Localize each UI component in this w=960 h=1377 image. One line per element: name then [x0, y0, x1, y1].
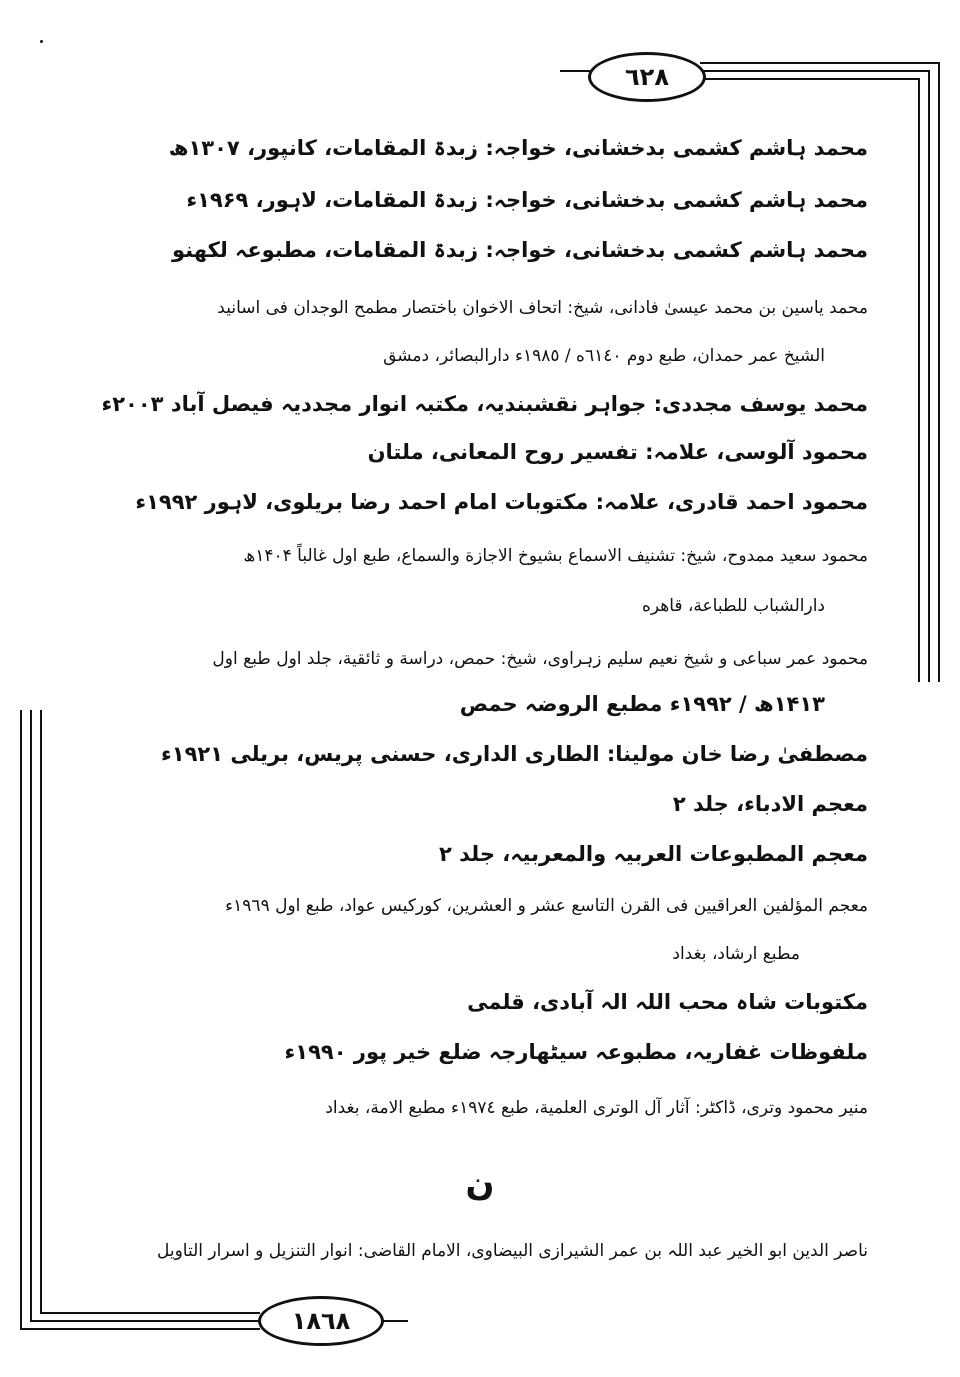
frame-right-line-2: [928, 70, 930, 682]
bibliography-entry: منیر محمود وتری، ڈاکٹر: آثار آل الوتری العلمیة، طبع ١٩٧٤ء مطبع الامة، بغداد: [325, 1098, 868, 1118]
bibliography-entry: محمد یوسف مجددی: جواہر نقشبندیہ، مکتبہ انوار مجددیہ فیصل آباد ۲۰۰۳ء: [101, 392, 868, 416]
bibliography-entry-continuation: الشیخ عمر حمدان، طبع دوم ٦١٤٠ه / ١٩٨٥ء دارالبصائر، دمشق: [383, 346, 825, 366]
bibliography-entry: معجم المطبوعات العربیہ والمعربیہ، جلد ۲: [438, 842, 868, 866]
frame-right-line-1: [938, 62, 940, 682]
frame-top-line-1: [700, 62, 940, 64]
bibliography-entry: محمود سعید ممدوح، شیخ: تشنیف الاسماع بشیوخ الاجازة والسماع، طبع اول غالباً ۱۴۰۴ھ: [243, 546, 868, 566]
frame-bottom-line-3: [40, 1312, 260, 1314]
bibliography-entry: ملفوظات غفاریہ، مطبوعہ سیٹھارجہ ضلع خیر پور ۱۹۹۰ء: [284, 1040, 868, 1064]
bibliography-entry: ناصر الدین ابو الخیر عبد اللہ بن عمر الشیرازی البیضاوی، الامام القاضی: انوار التنزیل و اسرار التاویل: [156, 1241, 868, 1261]
frame-top-line-2: [700, 70, 930, 72]
frame-bottom-line-2: [30, 1320, 260, 1322]
bibliography-entry: محمود عمر سباعی و شیخ نعیم سلیم زہراوی، شیخ: حمص، دراسة و ثائقية، جلد اول طبع اول: [212, 649, 868, 669]
bottom-page-number: ١٨٦٨: [258, 1296, 384, 1346]
bibliography-entry: مکتوبات شاہ محب اللہ الہ آبادی، قلمی: [467, 990, 868, 1014]
bibliography-entry-continuation: ۱۴۱۳ھ / ۱۹۹۲ء مطبع الروضہ حمص: [459, 692, 825, 716]
section-letter: ن: [465, 1164, 495, 1204]
bibliography-entry-continuation: مطبع ارشاد، بغداد: [672, 944, 800, 964]
bibliography-entry: محمود آلوسی، علامہ: تفسیر روح المعانی، ملتان: [367, 440, 868, 464]
frame-right-line-3: [918, 78, 920, 682]
frame-top-left-stub: [560, 70, 590, 72]
frame-bottom-line-1: [20, 1328, 260, 1330]
top-page-number: ٦٢٨: [588, 52, 706, 102]
bibliography-entry: معجم المؤلفین العراقیین فی القرن التاسع عشر و العشرین، کورکیس عواد، طبع اول ١٩٦٩ء: [225, 896, 868, 916]
bibliography-entry: معجم الادباء، جلد ۲: [672, 792, 868, 816]
bibliography-entry: محمد ہاشم کشمی بدخشانی، خواجہ: زبدۃ المقامات، کانپور، ۱۳۰۷ھ: [168, 136, 868, 160]
scan-speck: [40, 40, 43, 43]
bibliography-entry: مصطفیٰ رضا خان مولینا: الطاری الداری، حسنی پریس، بریلی ۱۹۲۱ء: [161, 742, 868, 766]
bibliography-entry: محمد ہاشم کشمی بدخشانی، خواجہ: زبدۃ المقامات، لاہور، ۱۹۶۹ء: [186, 188, 868, 212]
frame-top-line-3: [700, 78, 920, 80]
frame-left-line-2: [30, 710, 32, 1322]
bibliography-entry: محمد یاسین بن محمد عیسیٰ فادانی، شیخ: اتحاف الاخوان باختصار مطمح الوجدان فی اسانید: [217, 298, 868, 318]
frame-left-line-1: [20, 710, 22, 1330]
bibliography-entry-continuation: دارالشباب للطباعة، قاهره: [641, 596, 825, 616]
bibliography-entry: محمود احمد قادری، علامہ: مکتوبات امام احمد رضا بریلوی، لاہور ۱۹۹۲ء: [135, 490, 868, 514]
frame-left-line-3: [40, 710, 42, 1314]
bibliography-entry: محمد ہاشم کشمی بدخشانی، خواجہ: زبدۃ المقامات، مطبوعہ لکھنو: [172, 238, 868, 262]
